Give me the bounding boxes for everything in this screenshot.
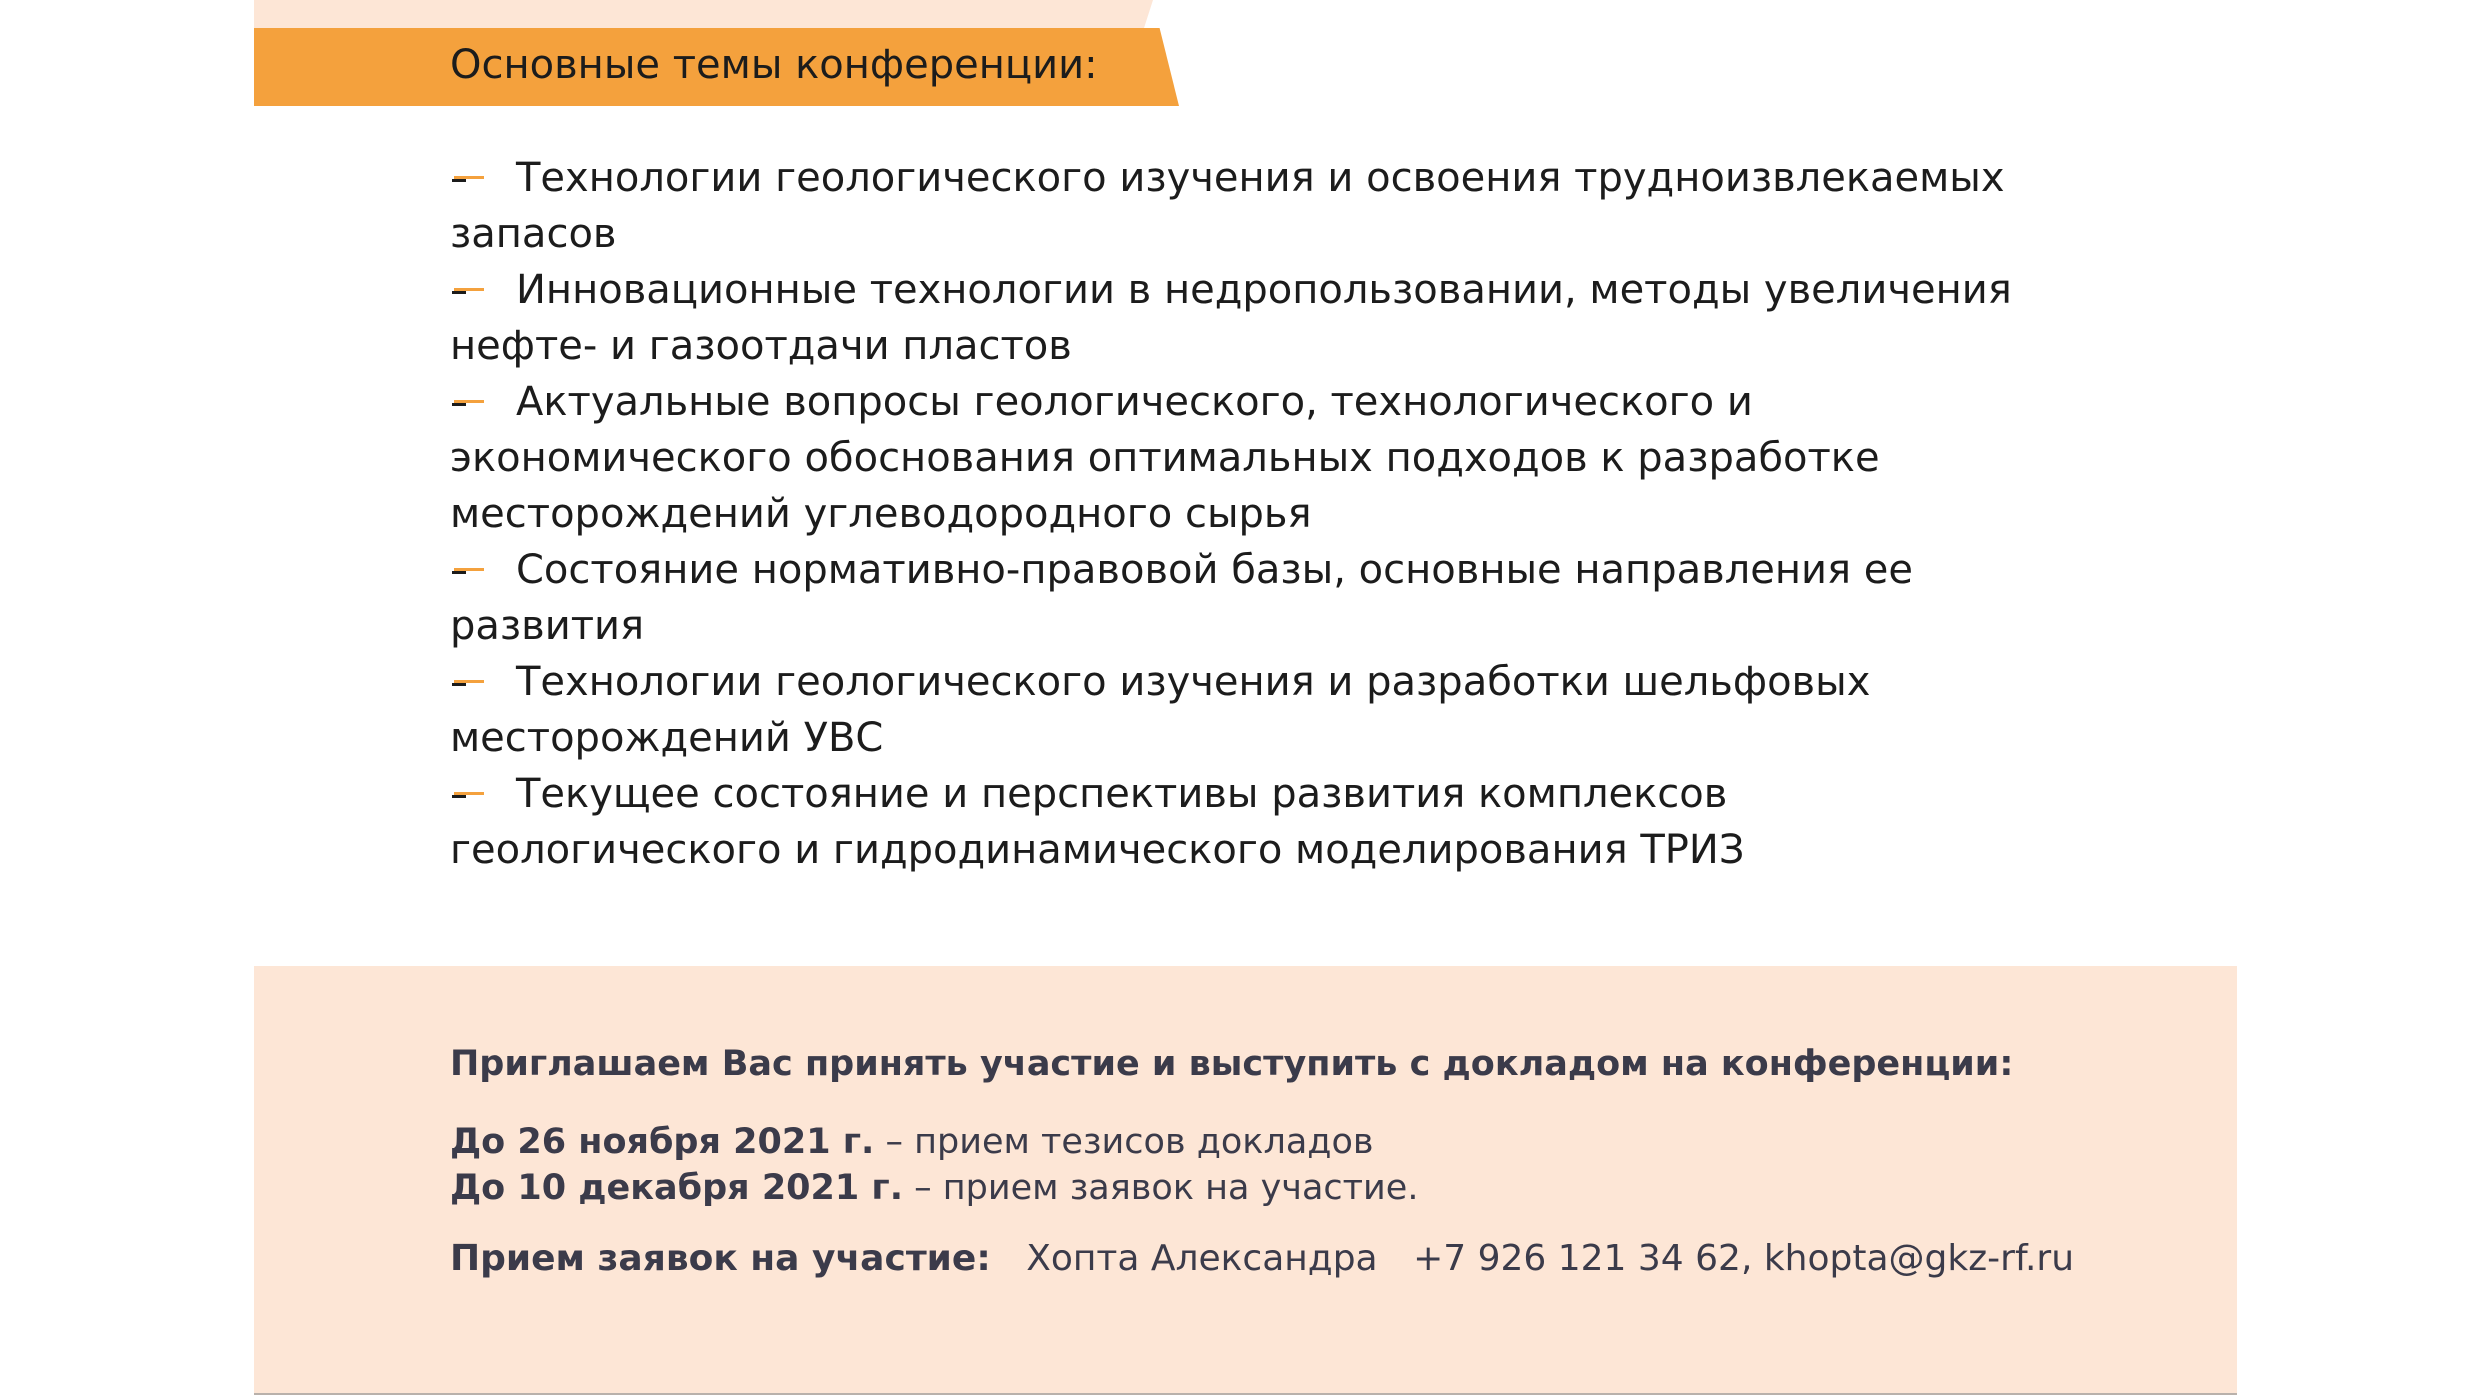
contact-name: Хопта Александра (1026, 1238, 1378, 1279)
deadline-text: – прием тезисов докладов (885, 1122, 1374, 1162)
topic-text: Инновационные технологии в недропользовании, методы увеличения нефте- и газоотдачи пластов (450, 267, 2012, 369)
topic-text: Технологии геологического изучения и разработки шельфовых месторождений УВС (450, 659, 1871, 761)
deadline-text: – прием заявок на участие. (914, 1168, 1419, 1208)
topic-item (450, 654, 2070, 766)
topic-text: Состояние нормативно-правовой базы, основные направления ее развития (450, 547, 1913, 649)
topic-text: Технологии геологического изучения и освоения трудноизвлекаемых запасов (450, 155, 2005, 257)
topic-item (450, 374, 2070, 542)
topic-item (450, 542, 2070, 654)
topic-text: Актуальные вопросы геологического, технологического и экономического обоснования оптимальных подходов к разработке месторождений углеводородного сырья (450, 379, 1880, 537)
topic-item (450, 262, 2070, 374)
topics-list (450, 150, 2070, 878)
invitation-panel (254, 966, 2237, 1395)
contact-details: +7 926 121 34 62, khopta@gkz-rf.ru (1413, 1238, 2075, 1279)
contact-line (450, 1238, 2074, 1279)
topic-item (450, 150, 2070, 262)
deadline-line (450, 1122, 1374, 1162)
invitation-heading: Приглашаем Вас принять участие и выступить с докладом на конференции: (450, 1044, 2014, 1084)
contact-label: Прием заявок на участие: (450, 1238, 991, 1279)
deadline-date: До 10 декабря 2021 г. (450, 1168, 904, 1208)
topic-text: Текущее состояние и перспективы развития комплексов геологического и гидродинамического моделирования ТРИЗ (450, 771, 1745, 873)
deadline-date: До 26 ноября 2021 г. (450, 1122, 875, 1162)
top-peach-strip (254, 0, 1153, 28)
topics-header-title: Основные темы конференции: (450, 42, 1098, 88)
deadline-line (450, 1168, 1418, 1208)
topic-item (450, 766, 2070, 878)
